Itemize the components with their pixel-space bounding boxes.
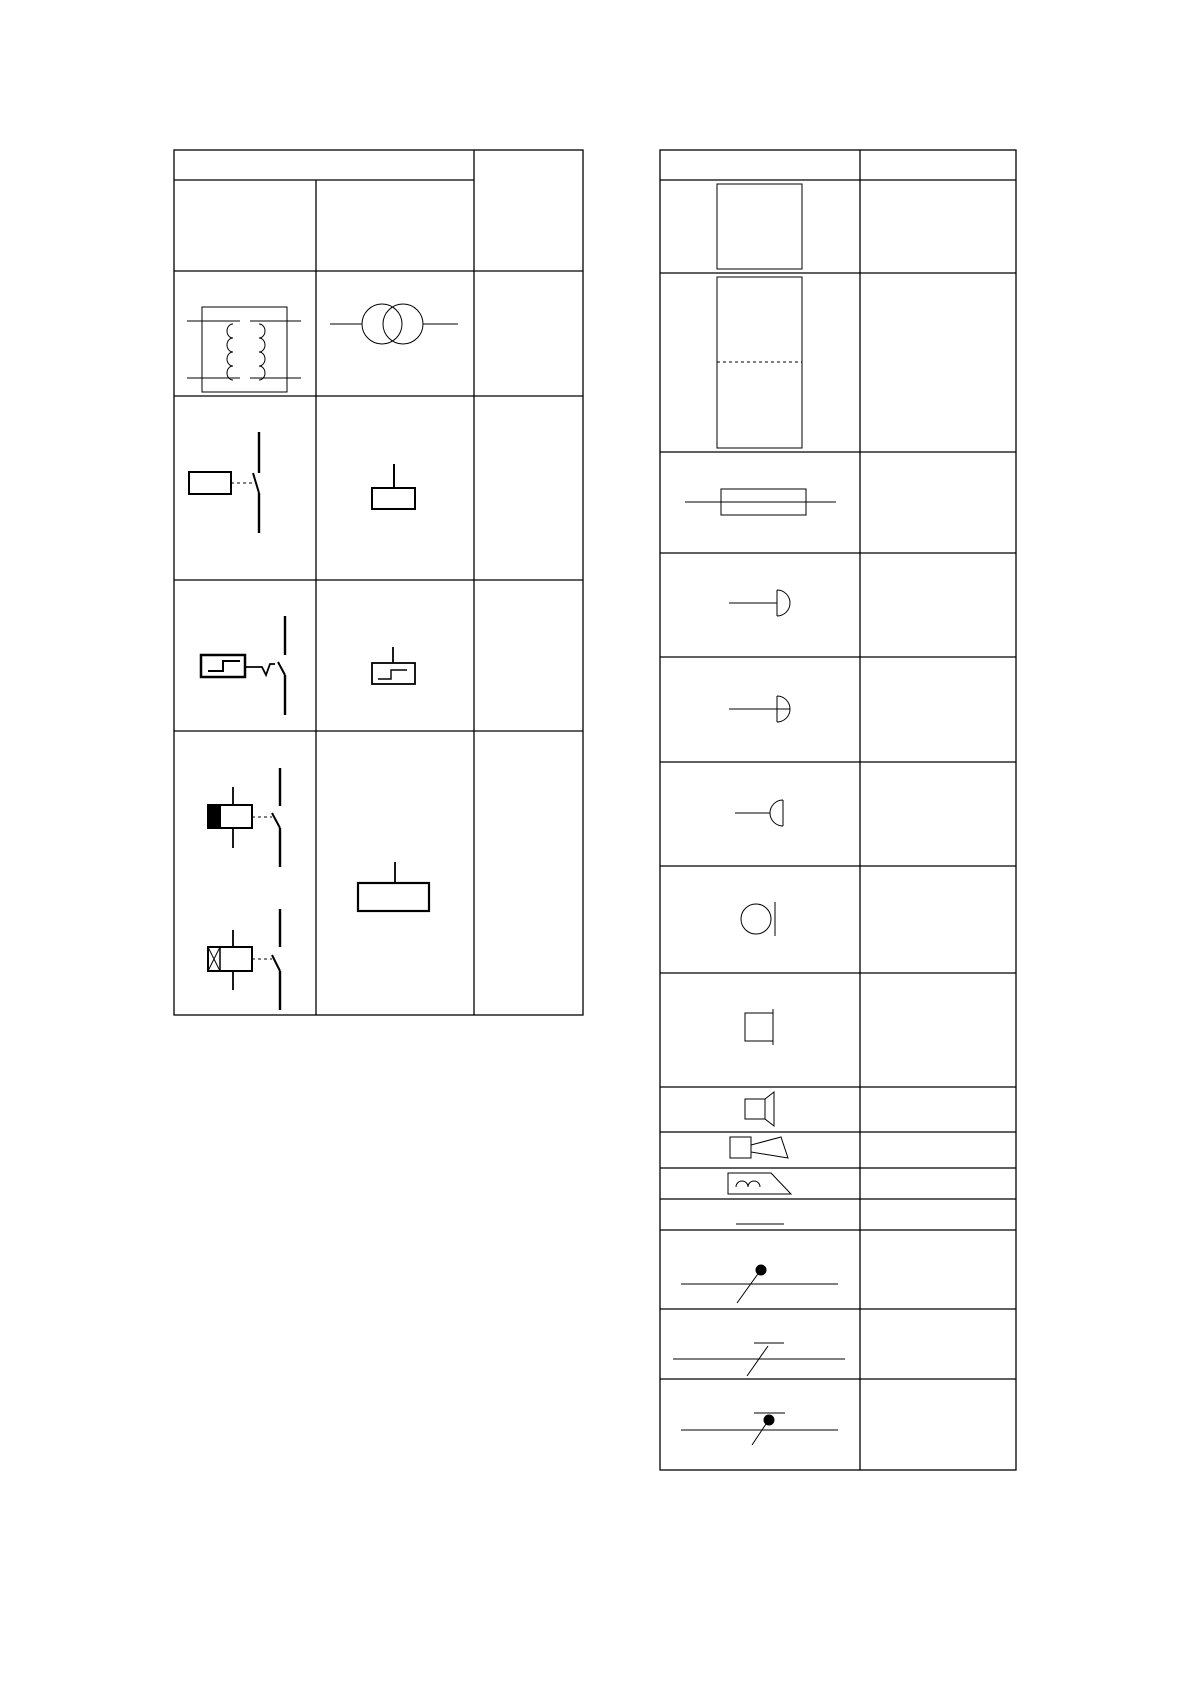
buzzer-crossed-icon bbox=[729, 696, 790, 722]
circle-bell-icon bbox=[741, 902, 775, 936]
coil-box-icon bbox=[728, 1173, 791, 1194]
bell-icon bbox=[729, 590, 790, 616]
loudspeaker-icon bbox=[745, 1092, 774, 1126]
square-box-icon bbox=[717, 184, 802, 269]
horn-icon bbox=[730, 1137, 788, 1158]
switch-dot-bar-icon bbox=[681, 1413, 838, 1445]
time-delay-relay-switch-icon bbox=[201, 616, 285, 715]
left-table-border bbox=[174, 150, 583, 1015]
square-bell-icon bbox=[745, 1009, 773, 1045]
transformer-circles-icon bbox=[330, 304, 458, 344]
switch-bar-icon bbox=[673, 1343, 845, 1376]
relay-coil-block-icon bbox=[372, 464, 415, 509]
switch-dot-icon bbox=[681, 1265, 838, 1303]
right-table bbox=[660, 150, 1016, 1470]
special-relay-switches-icon bbox=[208, 768, 280, 1010]
transformer-windings-icon bbox=[187, 307, 301, 392]
relay-wide-block-icon bbox=[358, 862, 429, 911]
split-box-icon bbox=[717, 277, 802, 448]
small-bell-icon bbox=[735, 800, 783, 826]
right-table-border bbox=[660, 150, 1016, 1470]
relay-coil-switch-icon bbox=[189, 432, 259, 533]
left-table bbox=[174, 150, 583, 1015]
fuse-icon bbox=[685, 489, 836, 515]
time-delay-relay-block-icon bbox=[372, 647, 415, 684]
